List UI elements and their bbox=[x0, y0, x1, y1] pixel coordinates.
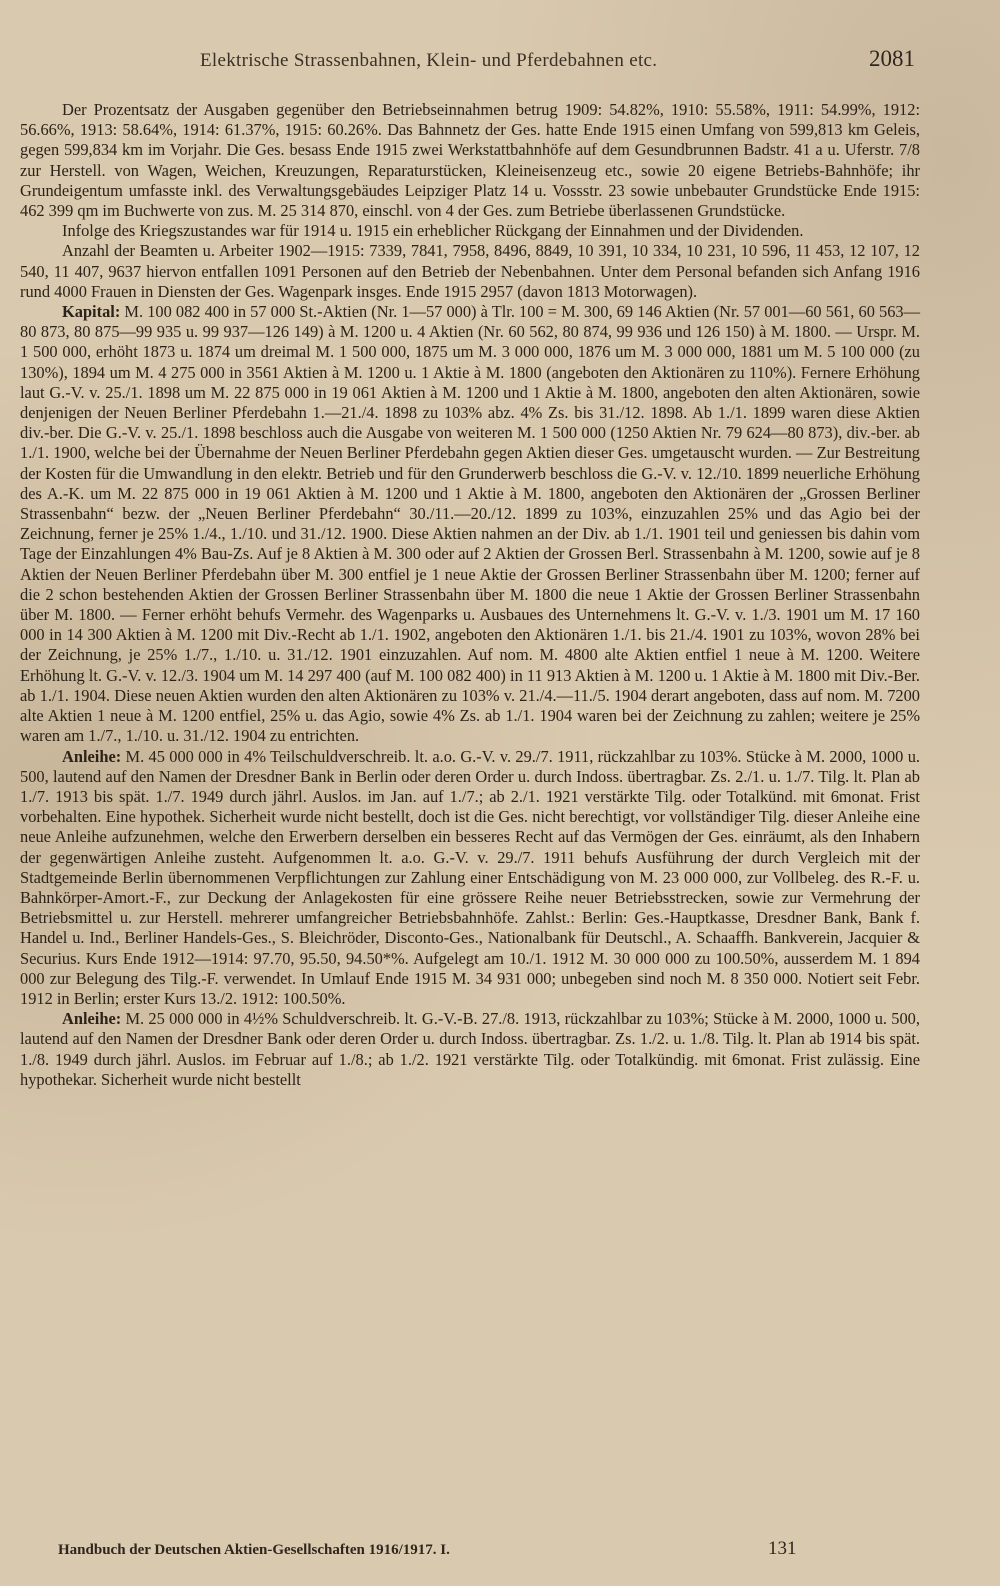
paragraph-text: Infolge des Kriegszustandes war für 1914 u. 1915 ein erheblicher Rückgang der Einnahmen und der Dividenden. bbox=[62, 221, 804, 241]
section-label-anleihe: Anleihe: bbox=[62, 1009, 122, 1029]
running-header bbox=[60, 46, 915, 76]
page-number: 2081 bbox=[869, 46, 915, 71]
section-label-anleihe: Anleihe: bbox=[62, 746, 122, 766]
running-title: Elektrische Strassenbahnen, Klein- und Pferdebahnen etc. bbox=[200, 50, 658, 71]
paragraph-kriegszustand bbox=[20, 221, 920, 241]
paragraph-text: M. 100 082 400 in 57 000 St.-Aktien (Nr. 1—57 000) à Tlr. 100 = M. 300, 69 146 Aktien (Nr. 57 001—60 561, 60 563—80 873, 80 875—99 935 u. 99 937—126 149) à M. 1200 u. 4 Aktien (Nr. 60 562, 80 874, 99 936 und 126 150) à M. 1800. — Urspr. M. 1 500 000, erhöht 1873 u. 1874 um dreimal M. 1 500 000, 1875 um M. 3 000 000, 1876 um M. 3 000 000, 1881 um M. 5 100 000 (zu 130%), 1894 um M. 4 275 000 in 3561 Aktien à M. 1200 u. 1 Aktie à M. 1800 (angeboten den Aktionären zu 110%). Fernere Erhöhung laut G.-V. v. 25./1. 1898 um M. 22 875 000 in 19 061 Aktien à M. 1200 und 1 Aktie à M. 1800, angeboten den alten Aktionären, sowie denjenigen der Neuen Berliner Pferdebahn 1.—21./4. 1898 zu 103% abz. 4% Zs. bis 31./12. 1898. Ab 1./1. 1899 waren diese Aktien div.-ber. Die G.-V. v. 25./1. 1898 beschloss auch die Ausgabe von weiteren M. 1 500 000 (1250 Aktien Nr. 79 624—80 873), div.-ber. ab 1./1. 1900, welche bei der Übernahme der Neuen Berliner Pferdebahn gegen Aktien dieser Ges. umgetauscht wurden. — Zur Bestreitung der Kosten für die Umwandlung in den elektr. Betrieb und für den Grunderwerb beschloss die G.-V. v. 12./10. 1899 neuerliche Erhöhung des A.-K. um M. 22 875 000 in 19 061 Aktien à M. 1200 und 1 Aktie à M. 1800, angeboten den Aktionären der „Grossen Berliner Strassenbahn“ bezw. der „Neuen Berliner Pferdebahn“ 30./11.—20./12. 1899 zu 103%, einzuzahlen 25% und das Agio bei der Zeichnung, ferner je 25% 1./4., 1./10. und 31./12. 1900. Diese Aktien nahmen an der Div. ab 1./1. 1901 teil und geniessen bis dahin vom Tage der Einzahlungen 4% Bau-Zs. Auf je 8 Aktien à M. 300 oder auf 2 Aktien der Grossen Berl. Strassenbahn à M. 1200, sowie auf je 8 Aktien der Neuen Berliner Pferdebahn über M. 300 entfiel je 1 neue Aktie der Grossen Berliner Strassenbahn über M. 1200; ferner auf die 2 schon bestehenden Aktien der Grossen Berliner Strassenbahn über M. 1800 die neue 1 Aktie der Grossen Berliner Strassenbahn über M. 1800. — Ferner erhöht behufs Vermehr. des Wagenparks u. Ausbaues des Unternehmens lt. G.-V. v. 1./3. 1901 um M. 17 160 000 in 14 300 Aktien à M. 1200 mit Div.-Recht ab 1./1. 1902, angeboten den Aktionären 1./1. bis 21./4. 1901 zu 103%, wovon 28% bei der Zeichnung, je 25% 1./7., 1./10. u. 31./12. 1901 einzuzahlen. Auf nom. M. 4800 alte Aktien entfiel 1 neue à M. 1200. Weitere Erhöhung lt. G.-V. v. 12./3. 1904 um M. 14 297 400 (auf M. 100 082 400) in 11 913 Aktien à M. 1200 u. 1 Aktie à M. 1800 mit Div.-Ber. ab 1./1. 1904. Diese neuen Aktien wurden den alten Aktionären zu 103% v. 21./4.—11./5. 1904 derart angeboten, dass auf nom. M. 7200 alte Aktien 1 neue à M. 1200 entfiel, 25% u. das Agio, sowie 4% Zs. ab 1./1. 1904 waren bei der Zeichnung zu zahlen; weitere je 25% waren am 1./7., 1./10. u. 31./12. 1904 zu entrichten. bbox=[20, 302, 920, 746]
page-footer bbox=[58, 1538, 818, 1564]
paragraph-anleihe-1 bbox=[20, 747, 920, 1010]
paragraph-text: Der Prozentsatz der Ausgaben gegenüber den Betriebseinnahmen betrug 1909: 54.82%, 1910: 55.58%, 1911: 54.99%, 1912: 56.66%, 1913: 58.64%, 1914: 61.37%, 1915: 60.26%. Das Bahnnetz der Ges. hatte Ende 1915 einen Umfang von 599,813 km Geleis, gegen 599,834 km im Vorjahr. Die Ges. besass Ende 1915 zwei Werkstattbahnhöfe auf dem Gesundbrunnen Badstr. 41 a u. Uferstr. 7/8 zur Herstell. von Wagen, Weichen, Kreuzungen, Reparaturstücken, Kleineisenzeug etc., sowie 20 eigene Betriebs-Bahnhöfe; ihr Grundeigentum umfasste inkl. des Verwaltungsgebäudes Leipziger Platz 14 u. Vossstr. 23 sowie unbebauter Grundstücke Ende 1915: 462 399 qm im Buchwerte von zus. M. 25 314 870, einschl. von 4 der Ges. zum Betriebe überlassenen Grundstücke. bbox=[20, 100, 920, 221]
paragraph-personal bbox=[20, 241, 920, 302]
footer-publication: Handbuch der Deutschen Aktien-Gesellschaften 1916/1917. I. bbox=[58, 1542, 450, 1558]
paragraph-text: Anzahl der Beamten u. Arbeiter 1902—1915: 7339, 7841, 7958, 8496, 8849, 10 391, 10 334, 10 231, 10 596, 11 453, 12 107, 12 540, 11 407, 9637 hiervon entfallen 1091 Personen auf den Betrieb der Nebenbahnen. Unter dem Personal befanden sich Anfang 1916 rund 4000 Frauen in Diensten der Ges. Wagenpark insges. Ende 1915 2957 (davon 1813 Motorwagen). bbox=[20, 241, 920, 301]
paragraph-betriebsdaten bbox=[20, 100, 920, 221]
footer-sheet-number: 131 bbox=[768, 1538, 797, 1559]
paragraph-text: M. 45 000 000 in 4% Teilschuldverschreib. lt. a.o. G.-V. v. 29./7. 1911, rückzahlbar zu 103%. Stücke à M. 2000, 1000 u. 500, lautend auf den Namen der Dresdner Bank in Berlin oder deren Order u. durch Indoss. übertragbar. Zs. 2./1. u. 1./7. Tilg. lt. Plan ab 1./7. 1913 bis spät. 1./7. 1949 durch jährl. Auslos. im Jan. auf 1./7.; ab 2./1. 1921 verstärkte Tilg. oder Totalkünd. mit 6monat. Frist vorbehalten. Eine hypothek. Sicherheit wurde nicht bestellt, doch ist die Ges. nicht berechtigt, vor vollständiger Tilg. dieser Anleihe eine neue Anleihe aufzunehmen, welche den Erwerbern derselben ein besseres Recht auf das Vermögen der Ges. einräumt, als den Inhabern der gegenwärtigen Anleihe zusteht. Aufgenommen lt. a.o. G.-V. v. 29./7. 1911 behufs Ausführung der durch Vergleich mit der Stadtgemeinde Berlin übernommenen Verpflichtungen zur Zahlung einer Entschädigung von M. 23 000 000, zur Vollbeleg. des R.-F. u. Bahnkörper-Amort.-F., zur Deckung der Anlagekosten für eine grössere Reihe neuer Betriebsstrecken, sowie zur Vermehrung der Betriebsmittel u. zur Herstell. mehrerer umfangreicher Betriebsbahnhöfe. Zahlst.: Berlin: Ges.-Hauptkasse, Dresdner Bank, Bank f. Handel u. Ind., Berliner Handels-Ges., S. Bleichröder, Disconto-Ges., Nationalbank für Deutschl., A. Schaaffh. Bankverein, Jacquier & Securius. Kurs Ende 1912—1914: 97.70, 95.50, 94.50*%. Aufgelegt am 10./1. 1912 M. 30 000 000 zu 100.50%, ausserdem M. 1 894 000 zur Belegung des Tilg.-F. verwendet. In Umlauf Ende 1915 M. 34 931 000; unbegeben sind noch M. 8 350 000. Notiert seit Febr. 1912 in Berlin; erster Kurs 13./2. 1912: 100.50%. bbox=[20, 746, 920, 1008]
section-label-kapital: Kapital: bbox=[62, 302, 121, 322]
paragraph-kapital bbox=[20, 302, 920, 746]
body-text bbox=[20, 100, 920, 1090]
paragraph-text: M. 25 000 000 in 4½% Schuldverschreib. lt. G.-V.-B. 27./8. 1913, rückzahlbar zu 103%; Stücke à M. 2000, 1000 u. 500, lautend auf den Namen der Dresdner Bank oder deren Order u. durch Indoss. übertragbar. Zs. 1./2. u. 1./8. Tilg. lt. Plan ab 1914 bis spät. 1./8. 1949 durch jährl. Auslos. im Februar auf 1./8.; ab 1./2. 1921 verstärkte Tilg. oder Totalkündig. mit 6monat. Frist zulässig. Eine hypothekar. Sicherheit wurde nicht bestellt bbox=[20, 1009, 920, 1089]
paragraph-anleihe-2 bbox=[20, 1009, 920, 1090]
